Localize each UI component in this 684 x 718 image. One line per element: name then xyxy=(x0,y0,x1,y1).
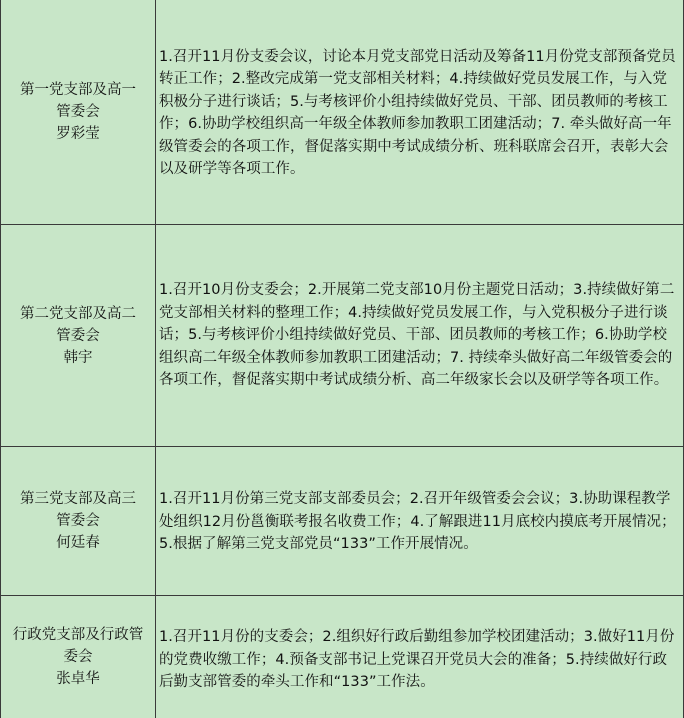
work-content-cell xyxy=(156,447,683,595)
work-content-cell xyxy=(156,0,683,224)
table-row xyxy=(1,446,683,595)
dept-cell xyxy=(1,0,156,224)
dept-name: 第一党支部及高一管委会 xyxy=(20,82,136,120)
work-content: 1.召开10月份支委会；2.开展第二党支部10月份主题党日活动；3.持续做好第二党支部相关材料的整理工作；4.持续做好党员发展工作，与入党积极分子进行谈话；5.与考核评价小组持续做好党员、干部、团员教师的考核工作；6.协助学校组织高二年级全体教师参加教职工团建活动；7. 持续牵头做好高二年级管委会的各项工作，督促落实期中考试成绩分析、高二年级家长会以及研学等各项工作。 xyxy=(159,282,675,389)
work-content: 1.召开11月份支委会议，讨论本月党支部党日活动及筹备11月份党支部预备党员转正工作；2.整改完成第一党支部相关材料；4.持续做好党员发展工作，与入党积极分子进行谈话；5.与考核评价小组持续做好党员、干部、团员教师的考核工作；6.协助学校组织高一年级全体教师参加教职工团建活动；7. 牵头做好高一年级管委会的各项工作，督促落实期中考试成绩分析、班科联席会召开，表彰大会以及研学等各项工作。 xyxy=(159,48,676,177)
person-name: 韩宇 xyxy=(63,349,93,366)
work-content-cell xyxy=(156,596,683,718)
table-row xyxy=(1,0,683,224)
dept-cell xyxy=(1,596,156,718)
work-content: 1.召开11月份第三党支部支部委员会；2.召开年级管委会会议；3.协助课程教学处组织12月份邕衡联考报名收费工作；4.了解跟进11月底校内摸底考开展情况；5.根据了解第三党支部党员“133”工作开展情况。 xyxy=(159,491,676,553)
table-row xyxy=(1,224,683,446)
work-content-cell xyxy=(156,225,683,446)
dept-cell xyxy=(1,447,156,595)
dept-name: 第三党支部及高三管委会 xyxy=(20,491,136,529)
dept-cell xyxy=(1,225,156,446)
person-name: 何廷春 xyxy=(56,535,100,551)
person-name: 罗彩莹 xyxy=(56,126,100,142)
dept-name: 行政党支部及行政管委会 xyxy=(12,627,144,665)
work-content: 1.召开11月份的支委会；2.组织好行政后勤组参加学校团建活动；3.做好11月份的党费收缴工作；4.预备支部书记上党课召开党员大会的准备；5.持续做好行政后勤支部管委的牵头工作和“133”工作法。 xyxy=(159,629,675,691)
table-row xyxy=(1,595,683,718)
dept-name: 第二党支部及高二管委会 xyxy=(20,305,136,344)
person-name: 张卓华 xyxy=(56,671,100,687)
